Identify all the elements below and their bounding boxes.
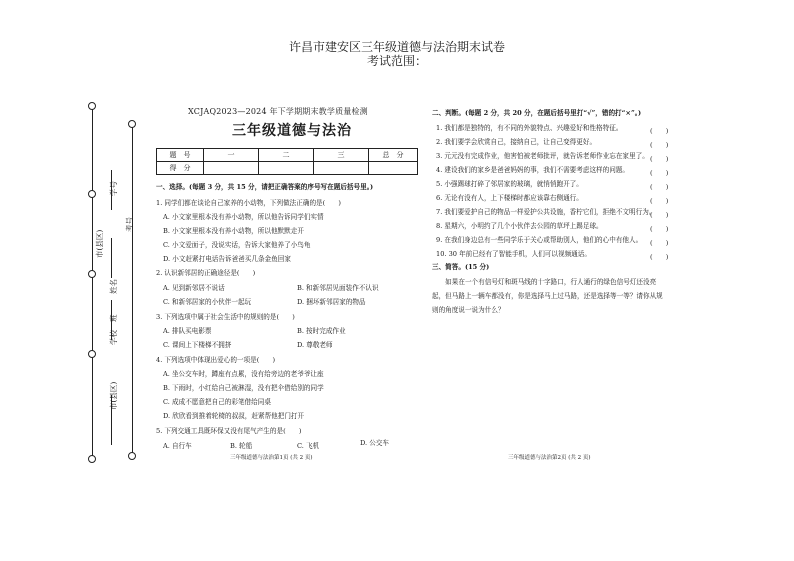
answer-paren[interactable]: ( ) xyxy=(650,127,669,135)
question-stem: 4. 下列选项中体现出爱心的一项是( ) xyxy=(156,356,276,364)
binding-hole xyxy=(88,190,96,198)
question-option: A. 自行车 xyxy=(163,442,192,450)
question-stem: 3. 下列选项中属于社会生活中的规则的是( ) xyxy=(156,313,295,321)
judge-item: 10. 30 年前已经有了智能手机，人们可以视频通话。 xyxy=(436,250,591,258)
binding-line-outer xyxy=(92,104,93,462)
answer-paren[interactable]: ( ) xyxy=(650,239,669,247)
score-table-cell: 题 号 xyxy=(157,149,204,162)
page-footer-left: 三年级道德与法治第1页 (共 2 页) xyxy=(230,455,313,461)
binding-name-label: 姓名 xyxy=(109,279,118,294)
question-option: B. 轮船 xyxy=(230,442,253,450)
judge-item: 1. 我们都是独特的，有不同的外貌特点、兴趣爱好和性格特征。 xyxy=(436,124,623,132)
answer-paren[interactable]: ( ) xyxy=(650,169,669,177)
question-option: D. 公交车 xyxy=(360,439,390,447)
section2-heading: 二、判断。(每题 2 分，共 20 分，在题后括号里打“√”，错的打“×”。) xyxy=(432,109,642,117)
question-stem: 2. 认识新邻居的正确途径是( ) xyxy=(156,269,256,277)
binding-number-label: 学号 xyxy=(109,181,118,196)
judge-item: 2. 我们要学会欣赏自己，接纳自己，让自己变得更好。 xyxy=(436,138,597,146)
question-option: A. 坐公交车时，蹲座有点累，没有给旁边的老爷爷让座 xyxy=(163,370,324,378)
question-option: D. 捆坏新邻居家的物品 xyxy=(297,298,366,306)
judge-item: 6. 无论有没有人，上下楼梯时都应该靠右侧通行。 xyxy=(436,194,583,202)
binding-school-label: 学校 xyxy=(109,330,118,345)
binding-kaohao-label: 考号 xyxy=(125,217,134,232)
score-input-cell[interactable] xyxy=(369,162,418,175)
binding-hole xyxy=(128,452,136,460)
binding-hole xyxy=(88,270,96,278)
answer-paren[interactable]: ( ) xyxy=(650,141,669,149)
question-option: C. 小文爱面子，没说实话，告诉大家他养了小鸟龟 xyxy=(163,241,311,249)
section1-heading: 一、选择。(每题 3 分，共 15 分，请把正确答案的序号写在题后括号里。) xyxy=(156,183,374,191)
score-table-cell: 二 xyxy=(259,149,314,162)
question-option: B. 下雨时，小红给自己被淋湿，没有把伞借给别的同学 xyxy=(163,384,324,392)
score-table-cell: 一 xyxy=(204,149,259,162)
binding-hole xyxy=(128,120,136,128)
page-footer-right: 三年级道德与法治第2页 (共 2 页) xyxy=(508,455,591,461)
question-option: B. 按时完成作业 xyxy=(297,327,346,335)
essay-text-line: 则的角度说一说为什么？ xyxy=(432,306,505,314)
binding-hole xyxy=(88,350,96,358)
binding-city-label: 市(县区) xyxy=(95,229,104,258)
exam-header: XCJAQ2023—2024 年下学期期末教学质量检测 xyxy=(188,107,368,116)
score-table xyxy=(156,148,418,175)
question-option: A. 小文家里根本没有养小动物，所以他告诉同学们实情 xyxy=(163,213,324,221)
judge-item: 4. 建设我们的家乡是爸爸妈妈的事，我们不需要考虑这样的问题。 xyxy=(436,166,630,174)
fill-line xyxy=(111,238,112,278)
question-option: A. 排队买电影票 xyxy=(163,327,212,335)
score-table-cell: 三 xyxy=(314,149,369,162)
question-option: B. 小文家里根本没有养小动物，所以他默默走开 xyxy=(163,227,304,235)
binding-class-label: 班 xyxy=(109,314,118,322)
binding-hole xyxy=(88,102,96,110)
answer-paren[interactable]: ( ) xyxy=(650,197,669,205)
question-option: C. 飞机 xyxy=(297,442,320,450)
question-stem: 5. 下列交通工具既环保又没有尾气产生的是( ) xyxy=(156,427,302,435)
essay-text-line: 如果在一个有信号灯和斑马线的十字路口，行人通行的绿色信号灯还没亮 xyxy=(432,278,657,286)
binding-hole xyxy=(88,455,96,463)
answer-paren[interactable]: ( ) xyxy=(650,225,669,233)
section3-heading: 三、简答。(15 分) xyxy=(432,263,490,271)
answer-paren[interactable]: ( ) xyxy=(650,211,669,219)
judge-item: 7. 我们要爱护自己的物品一样爱护公共设施，香柠它们，拒绝不文明行为。 xyxy=(436,208,656,216)
question-option: D. 尊敬老师 xyxy=(297,341,333,349)
essay-text-line: 起，但马路上一辆车都没有，你是选择马上过马路，还是选择等一等？请你从规 xyxy=(432,292,663,300)
score-input-cell[interactable] xyxy=(259,162,314,175)
question-option: D. 小文赶紧打电话告诉爸爸买几条金鱼回家 xyxy=(163,255,291,263)
score-input-cell[interactable] xyxy=(204,162,259,175)
judge-item: 3. 元元没有完成作业，他害怕被老师批评，就告诉老师作业忘在家里了。 xyxy=(436,152,649,160)
question-option: C. 和新邻居家的小伙伴一起玩 xyxy=(163,298,252,306)
judge-item: 8. 星期六，小明约了几个小伙伴去公园的草坪上踢足球。 xyxy=(436,222,603,230)
answer-paren[interactable]: ( ) xyxy=(650,155,669,163)
judge-item: 9. 在我们身边总有一些同学乐于关心或帮助别人，他们的心中有他人。 xyxy=(436,236,643,244)
question-option: C. 课间上下楼梯不拥挤 xyxy=(163,341,232,349)
score-input-cell[interactable] xyxy=(314,162,369,175)
exam-scope: 考试范围： xyxy=(366,54,427,68)
answer-paren[interactable]: ( ) xyxy=(650,253,669,261)
judge-item: 5. 小强踢球打碎了邻居家的玻璃，就悄悄跑开了。 xyxy=(436,180,583,188)
question-option: B. 和新邻居见面装作不认识 xyxy=(297,284,379,292)
score-table-cell: 总 分 xyxy=(369,149,418,162)
document-title: 许昌市建安区三年级道德与法治期末试卷 xyxy=(288,40,505,54)
question-option: C. 成成不愿意把自己的彩笔借给同桌 xyxy=(163,398,271,406)
answer-paren[interactable]: ( ) xyxy=(650,183,669,191)
subject-title: 三年级道德与法治 xyxy=(232,123,352,139)
question-stem: 1. 同学们都在谈论自己家养的小动物，下列做法正确的是( ) xyxy=(156,199,341,207)
binding-city-label-2: 市(县区) xyxy=(109,381,118,410)
score-table-cell: 得 分 xyxy=(157,162,204,175)
question-option: A. 见到新邻居不说话 xyxy=(163,284,225,292)
question-option: D. 欣欣看到推着轮椅的叔叔，赶紧帮他把门打开 xyxy=(163,412,305,420)
binding-line-inner xyxy=(132,126,133,456)
